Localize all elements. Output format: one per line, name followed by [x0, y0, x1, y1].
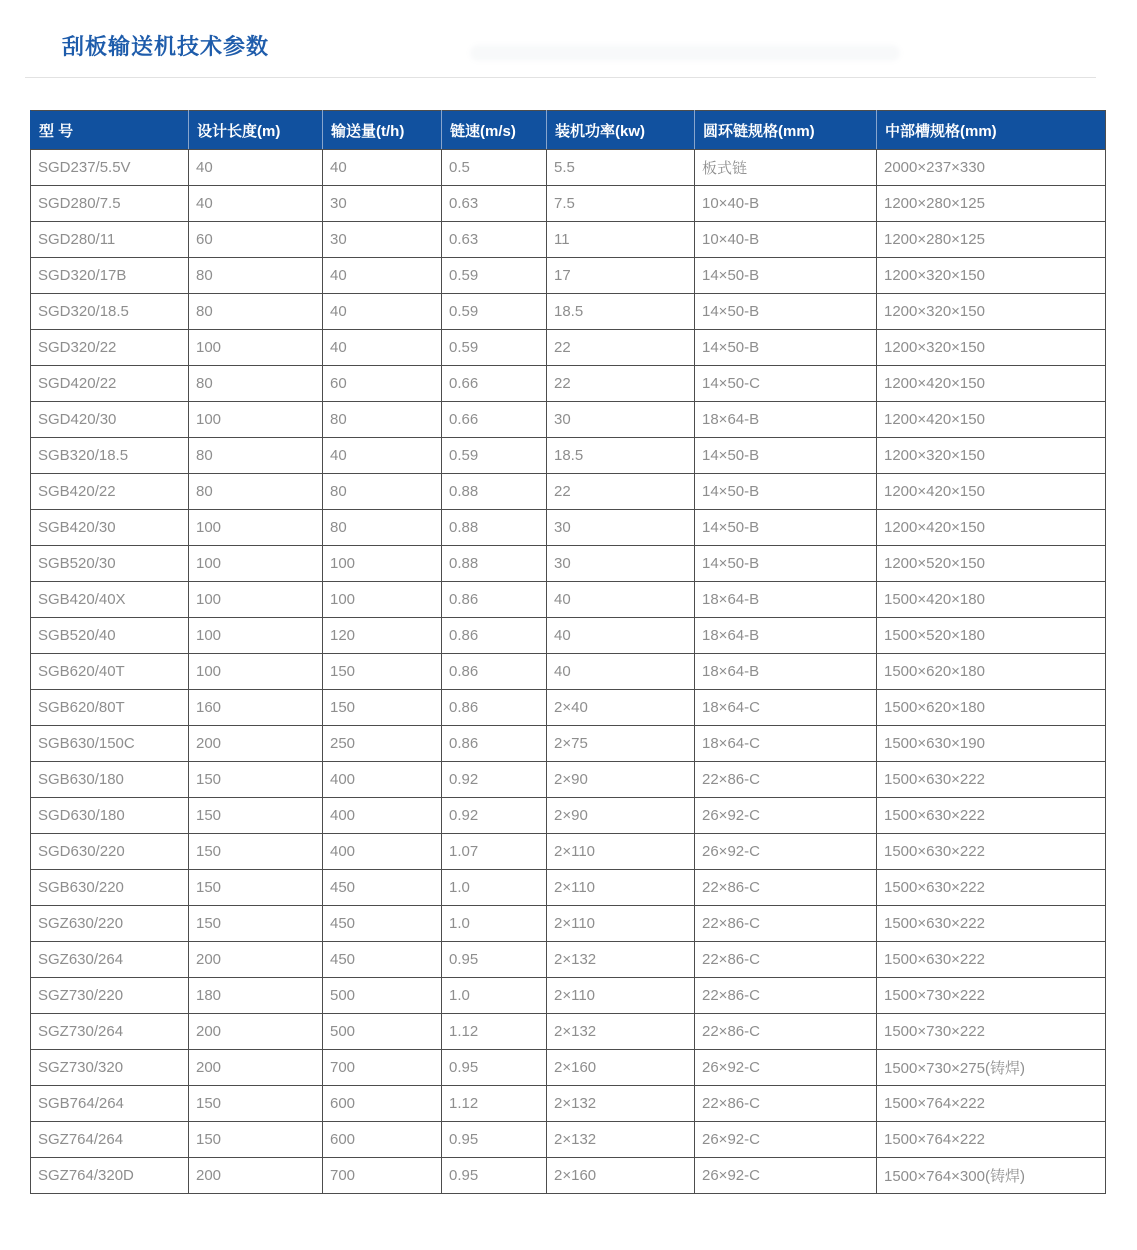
spec-cell: 1200×320×150 [877, 294, 1106, 330]
spec-cell: 1500×730×222 [877, 1014, 1106, 1050]
spec-cell: 14×50-B [695, 474, 877, 510]
spec-cell: 200 [189, 1158, 323, 1194]
model-cell: SGZ730/220 [31, 978, 189, 1014]
spec-cell: 0.59 [442, 294, 547, 330]
spec-cell: 0.86 [442, 726, 547, 762]
spec-cell: 0.88 [442, 474, 547, 510]
column-header: 输送量(t/h) [323, 111, 442, 150]
model-cell: SGZ730/264 [31, 1014, 189, 1050]
spec-cell: 150 [189, 1086, 323, 1122]
model-cell: SGD320/18.5 [31, 294, 189, 330]
spec-cell: 0.5 [442, 150, 547, 186]
spec-cell: 22×86-C [695, 942, 877, 978]
spec-cell: 40 [189, 150, 323, 186]
table-row [31, 546, 1106, 582]
spec-cell: 0.59 [442, 258, 547, 294]
spec-cell: 150 [189, 834, 323, 870]
model-cell: SGB764/264 [31, 1086, 189, 1122]
spec-cell: 1500×420×180 [877, 582, 1106, 618]
spec-cell: 14×50-C [695, 366, 877, 402]
model-cell: SGZ630/264 [31, 942, 189, 978]
model-cell: SGB320/18.5 [31, 438, 189, 474]
spec-cell: 120 [323, 618, 442, 654]
spec-cell: 60 [189, 222, 323, 258]
spec-cell: 26×92-C [695, 1158, 877, 1194]
model-cell: SGB620/40T [31, 654, 189, 690]
model-cell: SGZ630/220 [31, 906, 189, 942]
spec-cell: 1500×620×180 [877, 654, 1106, 690]
model-cell: SGD630/220 [31, 834, 189, 870]
spec-cell: 18.5 [547, 294, 695, 330]
spec-cell: 14×50-B [695, 438, 877, 474]
column-header: 中部槽规格(mm) [877, 111, 1106, 150]
table-row [31, 726, 1106, 762]
spec-cell: 0.59 [442, 438, 547, 474]
spec-cell: 1.0 [442, 870, 547, 906]
table-row [31, 870, 1106, 906]
spec-cell: 100 [189, 402, 323, 438]
spec-cell: 450 [323, 870, 442, 906]
model-cell: SGD280/7.5 [31, 186, 189, 222]
spec-cell: 700 [323, 1158, 442, 1194]
spec-cell: 18×64-C [695, 690, 877, 726]
spec-cell: 2×75 [547, 726, 695, 762]
spec-cell: 1500×630×190 [877, 726, 1106, 762]
table-row [31, 1014, 1106, 1050]
spec-cell: 0.63 [442, 186, 547, 222]
spec-cell: 80 [189, 366, 323, 402]
spec-cell: 1200×420×150 [877, 366, 1106, 402]
spec-cell: 450 [323, 906, 442, 942]
spec-cell: 200 [189, 1014, 323, 1050]
model-cell: SGZ764/264 [31, 1122, 189, 1158]
spec-cell: 600 [323, 1086, 442, 1122]
spec-cell: 1200×320×150 [877, 330, 1106, 366]
spec-cell: 1500×620×180 [877, 690, 1106, 726]
spec-cell: 400 [323, 834, 442, 870]
spec-cell: 250 [323, 726, 442, 762]
spec-cell: 10×40-B [695, 222, 877, 258]
faint-watermark [470, 45, 900, 61]
spec-cell: 150 [323, 654, 442, 690]
spec-cell: 1500×630×222 [877, 870, 1106, 906]
spec-cell: 17 [547, 258, 695, 294]
table-row [31, 222, 1106, 258]
table-row [31, 366, 1106, 402]
spec-cell: 2×90 [547, 798, 695, 834]
spec-cell: 14×50-B [695, 294, 877, 330]
spec-cell: 22×86-C [695, 1014, 877, 1050]
table-row [31, 618, 1106, 654]
spec-cell: 0.92 [442, 798, 547, 834]
spec-cell: 0.86 [442, 654, 547, 690]
spec-cell: 1500×630×222 [877, 798, 1106, 834]
spec-cell: 18×64-B [695, 402, 877, 438]
spec-cell: 22×86-C [695, 762, 877, 798]
spec-cell: 180 [189, 978, 323, 1014]
spec-cell: 0.95 [442, 1158, 547, 1194]
table-row [31, 762, 1106, 798]
spec-cell: 100 [189, 510, 323, 546]
spec-cell: 1500×520×180 [877, 618, 1106, 654]
column-header: 装机功率(kw) [547, 111, 695, 150]
spec-cell: 150 [189, 762, 323, 798]
column-header: 链速(m/s) [442, 111, 547, 150]
spec-cell: 100 [189, 618, 323, 654]
spec-cell: 30 [547, 546, 695, 582]
spec-cell: 1.0 [442, 906, 547, 942]
column-header: 设计长度(m) [189, 111, 323, 150]
spec-cell: 14×50-B [695, 546, 877, 582]
spec-cell: 40 [323, 258, 442, 294]
spec-cell: 2×110 [547, 834, 695, 870]
spec-cell: 400 [323, 798, 442, 834]
title-divider [25, 77, 1096, 78]
spec-cell: 30 [323, 186, 442, 222]
spec-cell: 30 [323, 222, 442, 258]
spec-cell: 80 [189, 438, 323, 474]
spec-cell: 0.66 [442, 402, 547, 438]
table-row [31, 186, 1106, 222]
model-cell: SGD237/5.5V [31, 150, 189, 186]
spec-cell: 1500×730×275(铸焊) [877, 1050, 1106, 1086]
spec-cell: 500 [323, 1014, 442, 1050]
table-row [31, 294, 1106, 330]
spec-cell: 18×64-B [695, 654, 877, 690]
table-row [31, 906, 1106, 942]
spec-cell: 200 [189, 726, 323, 762]
spec-cell: 5.5 [547, 150, 695, 186]
spec-cell: 1.07 [442, 834, 547, 870]
spec-cell: 1200×520×150 [877, 546, 1106, 582]
spec-cell: 80 [189, 294, 323, 330]
spec-cell: 100 [189, 582, 323, 618]
spec-cell: 0.88 [442, 510, 547, 546]
spec-cell: 2×40 [547, 690, 695, 726]
spec-cell: 22×86-C [695, 906, 877, 942]
model-cell: SGB630/180 [31, 762, 189, 798]
column-header: 圆环链规格(mm) [695, 111, 877, 150]
spec-cell: 400 [323, 762, 442, 798]
page-title: 刮板输送机技术参数 [62, 34, 270, 59]
model-cell: SGD280/11 [31, 222, 189, 258]
spec-cell: 80 [189, 474, 323, 510]
model-cell: SGB420/30 [31, 510, 189, 546]
spec-cell: 26×92-C [695, 1122, 877, 1158]
spec-cell: 0.95 [442, 942, 547, 978]
spec-cell: 1500×764×222 [877, 1122, 1106, 1158]
spec-cell: 14×50-B [695, 510, 877, 546]
spec-cell: 2×160 [547, 1158, 695, 1194]
spec-cell: 200 [189, 1050, 323, 1086]
model-cell: SGB620/80T [31, 690, 189, 726]
spec-cell: 22×86-C [695, 1086, 877, 1122]
spec-cell: 500 [323, 978, 442, 1014]
spec-cell: 80 [323, 474, 442, 510]
spec-cell: 22 [547, 474, 695, 510]
table-row [31, 330, 1106, 366]
spec-cell: 18×64-B [695, 618, 877, 654]
spec-cell: 40 [189, 186, 323, 222]
spec-cell: 40 [547, 654, 695, 690]
spec-cell: 板式链 [695, 150, 877, 186]
spec-cell: 30 [547, 510, 695, 546]
spec-cell: 150 [189, 1122, 323, 1158]
spec-cell: 0.66 [442, 366, 547, 402]
model-cell: SGD320/22 [31, 330, 189, 366]
spec-cell: 30 [547, 402, 695, 438]
table-row [31, 798, 1106, 834]
table-row [31, 1050, 1106, 1086]
model-cell: SGZ730/320 [31, 1050, 189, 1086]
table-row [31, 834, 1106, 870]
spec-cell: 1500×764×300(铸焊) [877, 1158, 1106, 1194]
spec-cell: 11 [547, 222, 695, 258]
spec-cell: 100 [189, 546, 323, 582]
spec-cell: 0.86 [442, 618, 547, 654]
table-row [31, 150, 1106, 186]
spec-cell: 2×90 [547, 762, 695, 798]
model-cell: SGZ764/320D [31, 1158, 189, 1194]
spec-cell: 1500×630×222 [877, 762, 1106, 798]
model-cell: SGD320/17B [31, 258, 189, 294]
spec-cell: 26×92-C [695, 834, 877, 870]
spec-cell: 100 [189, 330, 323, 366]
spec-cell: 18×64-B [695, 582, 877, 618]
table-row [31, 402, 1106, 438]
table-row [31, 258, 1106, 294]
table-row [31, 942, 1106, 978]
spec-cell: 2×132 [547, 942, 695, 978]
spec-cell: 1.12 [442, 1014, 547, 1050]
spec-cell: 0.95 [442, 1050, 547, 1086]
spec-cell: 14×50-B [695, 330, 877, 366]
spec-cell: 80 [323, 510, 442, 546]
spec-cell: 0.59 [442, 330, 547, 366]
spec-cell: 7.5 [547, 186, 695, 222]
spec-cell: 26×92-C [695, 798, 877, 834]
specs-table [30, 110, 1106, 1194]
table-row [31, 1086, 1106, 1122]
spec-cell: 2000×237×330 [877, 150, 1106, 186]
model-cell: SGD420/30 [31, 402, 189, 438]
spec-cell: 160 [189, 690, 323, 726]
table-row [31, 582, 1106, 618]
model-cell: SGB630/150C [31, 726, 189, 762]
spec-cell: 100 [323, 546, 442, 582]
spec-cell: 2×132 [547, 1122, 695, 1158]
spec-cell: 150 [189, 798, 323, 834]
spec-cell: 1500×630×222 [877, 834, 1106, 870]
spec-cell: 0.86 [442, 582, 547, 618]
spec-cell: 1200×420×150 [877, 402, 1106, 438]
table-row [31, 510, 1106, 546]
spec-cell: 1200×320×150 [877, 438, 1106, 474]
spec-cell: 150 [323, 690, 442, 726]
table-row [31, 438, 1106, 474]
spec-cell: 2×110 [547, 870, 695, 906]
spec-cell: 100 [189, 654, 323, 690]
spec-cell: 22×86-C [695, 978, 877, 1014]
spec-cell: 150 [189, 906, 323, 942]
spec-cell: 700 [323, 1050, 442, 1086]
spec-cell: 100 [323, 582, 442, 618]
spec-cell: 150 [189, 870, 323, 906]
spec-cell: 40 [547, 618, 695, 654]
spec-cell: 1500×764×222 [877, 1086, 1106, 1122]
model-cell: SGD630/180 [31, 798, 189, 834]
spec-cell: 0.63 [442, 222, 547, 258]
table-row [31, 690, 1106, 726]
spec-cell: 2×132 [547, 1014, 695, 1050]
spec-cell: 1200×280×125 [877, 186, 1106, 222]
spec-cell: 1500×730×222 [877, 978, 1106, 1014]
column-header: 型 号 [31, 111, 189, 150]
spec-cell: 1.12 [442, 1086, 547, 1122]
spec-cell: 60 [323, 366, 442, 402]
spec-cell: 1.0 [442, 978, 547, 1014]
spec-cell: 0.95 [442, 1122, 547, 1158]
spec-cell: 0.86 [442, 690, 547, 726]
spec-cell: 18.5 [547, 438, 695, 474]
table-row [31, 654, 1106, 690]
table-row [31, 978, 1106, 1014]
spec-cell: 1500×630×222 [877, 942, 1106, 978]
spec-cell: 1500×630×222 [877, 906, 1106, 942]
spec-cell: 1200×280×125 [877, 222, 1106, 258]
spec-cell: 40 [323, 438, 442, 474]
spec-cell: 200 [189, 942, 323, 978]
spec-cell: 22 [547, 366, 695, 402]
spec-cell: 1200×320×150 [877, 258, 1106, 294]
spec-cell: 80 [189, 258, 323, 294]
spec-cell: 0.92 [442, 762, 547, 798]
spec-cell: 22×86-C [695, 870, 877, 906]
model-cell: SGB420/22 [31, 474, 189, 510]
spec-cell: 10×40-B [695, 186, 877, 222]
model-cell: SGB520/30 [31, 546, 189, 582]
table-row [31, 474, 1106, 510]
spec-cell: 450 [323, 942, 442, 978]
spec-cell: 40 [323, 294, 442, 330]
spec-cell: 40 [323, 150, 442, 186]
spec-cell: 1200×420×150 [877, 510, 1106, 546]
model-cell: SGD420/22 [31, 366, 189, 402]
spec-cell: 0.88 [442, 546, 547, 582]
spec-cell: 2×110 [547, 978, 695, 1014]
model-cell: SGB630/220 [31, 870, 189, 906]
model-cell: SGB420/40X [31, 582, 189, 618]
spec-cell: 18×64-C [695, 726, 877, 762]
spec-cell: 600 [323, 1122, 442, 1158]
spec-cell: 40 [547, 582, 695, 618]
spec-cell: 1200×420×150 [877, 474, 1106, 510]
spec-cell: 2×110 [547, 906, 695, 942]
spec-cell: 2×132 [547, 1086, 695, 1122]
table-row [31, 1122, 1106, 1158]
spec-cell: 22 [547, 330, 695, 366]
table-row [31, 1158, 1106, 1194]
spec-cell: 14×50-B [695, 258, 877, 294]
table-header-row [31, 111, 1106, 150]
spec-cell: 2×160 [547, 1050, 695, 1086]
spec-cell: 80 [323, 402, 442, 438]
model-cell: SGB520/40 [31, 618, 189, 654]
spec-cell: 26×92-C [695, 1050, 877, 1086]
spec-cell: 40 [323, 330, 442, 366]
